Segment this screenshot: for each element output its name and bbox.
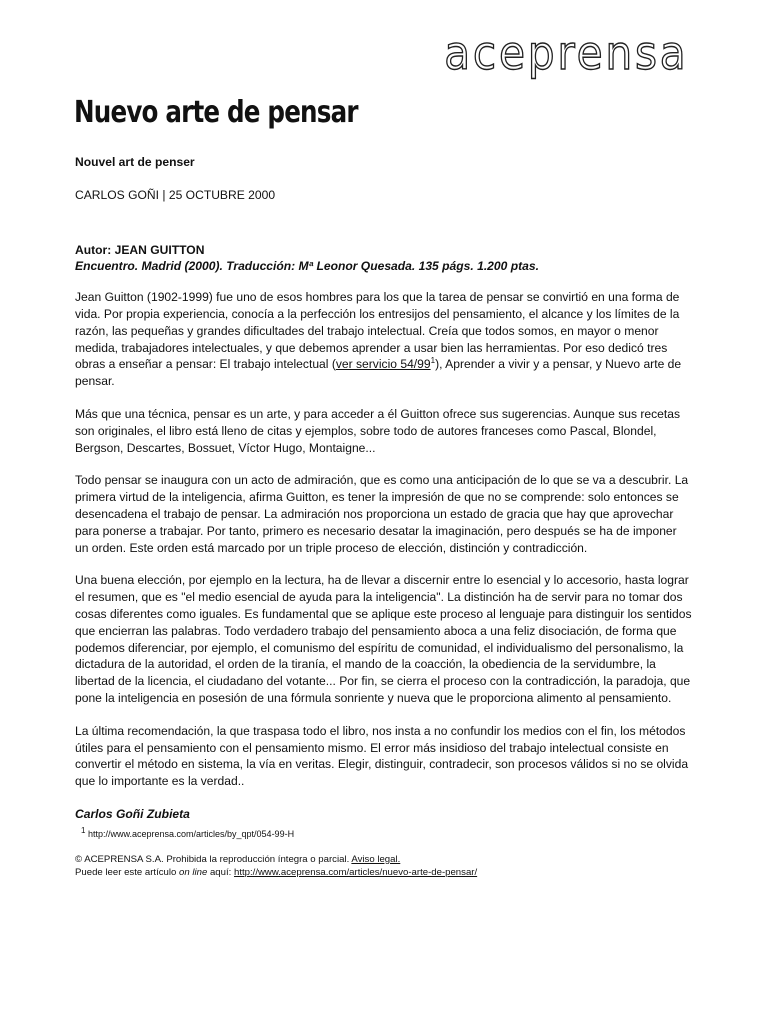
paragraph-1-text-b: ), Aprender a vivir y a pensar, y Nuevo arte de pensar. [75, 357, 682, 389]
signature: Carlos Goñi Zubieta [75, 806, 190, 821]
aceprensa-logo: aceprensa [443, 26, 688, 80]
service-link[interactable]: ver servicio 54/99 [335, 357, 431, 372]
footnote-number: 1 [81, 825, 86, 835]
paragraph-2: Más que una técnica, pensar es un arte, y para acceder a él Guitton ofrece sus sugerencias. Aunque sus recetas son originales, el libro está lleno de citas y ejemplos, sobre todo de autores franceses como Pascal, Blondel, Bergson, Descartes, Bossuet, Víctor Hugo, Montaigne... [75, 406, 681, 455]
online-suffix: aquí: [209, 866, 232, 878]
online-line [75, 866, 693, 879]
article-body [75, 154, 693, 879]
paragraph-3: Todo pensar se inaugura con un acto de admiración, que es como una anticipación de lo que se va a descubrir. La primera virtud de la inteligencia, afirma Guitton, es tener la impresión de que no se comprende: solo entonces se desencadena el trabajo de pensar. La admiración nos proporciona un estado de gracia que hay que aprovechar para ponerse a trabajar. Por tanto, primero es necesario desatar la imaginación, pero después se ha de imponer un orden. Este orden está marcado por un triple proceso de elección, distinción y contradicción. [75, 473, 689, 555]
book-author: Autor: JEAN GUITTON [75, 242, 205, 257]
paragraph-1 [75, 289, 693, 390]
footnote-ref: 1 [430, 356, 436, 366]
footnote [81, 827, 693, 841]
paragraph-4: Una buena elección, por ejemplo en la lectura, ha de llevar a discernir entre lo esencial y lo accesorio, hasta lograr el resumen, que es "el medio esencial de ayuda para la inteligencia". La distinción ha de servir para no tomar dos cosas diferentes como iguales. Es fundamental que se aplique este proceso al lenguaje para distinguir los sentidos que encierran las palabras. Todo verdadero trabajo del pensamiento aboca a una feliz disociación, de forma que podemos diferenciar, por ejemplo, el comunismo del espíritu de comunidad, el individualismo del personalismo, la dictadura de la autoridad, el orden de la tiranía, el mando de la coacción, la obediencia de la servidumbre, la libertad de la licencia, el ciudadano del votante... Por fin, se cierra el proceso con la contradicción, la paradoja, que pone la inteligencia en posesión de una fórmula sonriente y nueva que le proporciona alimento al pensamiento. [75, 573, 692, 705]
paragraph-5: La última recomendación, la que traspasa todo el libro, nos insta a no confundir los medios con el fin, los métodos útiles para el pensamiento con el pensamiento mismo. El error más insidioso del trabajo intelectual consiste en convertir el método en sistema, la vía en veritas. Elegir, distinguir, contradecir, son procesos válidos si no se olvida que lo importante es la verdad.. [75, 723, 689, 789]
article-subtitle: Nouvel art de penser [75, 155, 195, 169]
copyright-line [75, 853, 693, 866]
article-byline: CARLOS GOÑI | 25 OCTUBRE 2000 [75, 187, 276, 202]
online-prefix: Puede leer este artículo [75, 866, 177, 878]
copyright-text: © ACEPRENSA S.A. Prohibida la reproducción íntegra o parcial. [75, 853, 350, 865]
footnote-url: http://www.aceprensa.com/articles/by_qpt/054-99-H [87, 828, 295, 839]
article-url-link[interactable]: http://www.aceprensa.com/articles/nuevo-arte-de-pensar/ [233, 866, 478, 878]
online-emphasis: on line [179, 866, 208, 878]
book-edition-info: Encuentro. Madrid (2000). Traducción: Mª Leonor Quesada. 135 págs. 1.200 ptas. [75, 259, 539, 274]
page-title: Nuevo arte de pensar [74, 95, 358, 130]
paragraph-1-text-a: Jean Guitton (1902-1999) fue uno de esos hombres para los que la tarea de pensar se convirtió en una forma de vida. Por propia experiencia, conocía a la perfección los entresijos del pensamiento, el alcance y los límites de la razón, las pequeñas y grandes dificultades del trabajo intelectual. Creía que todos somos, en mayor o menor medida, trabajadores intelectuales, y que debemos aprender a usar bien las herramientas. Por eso dedicó tres obras a enseñar a pensar: El trabajo intelectual ( [75, 290, 680, 372]
legal-notice-link[interactable]: Aviso legal. [351, 853, 401, 865]
page-footer [75, 853, 693, 879]
